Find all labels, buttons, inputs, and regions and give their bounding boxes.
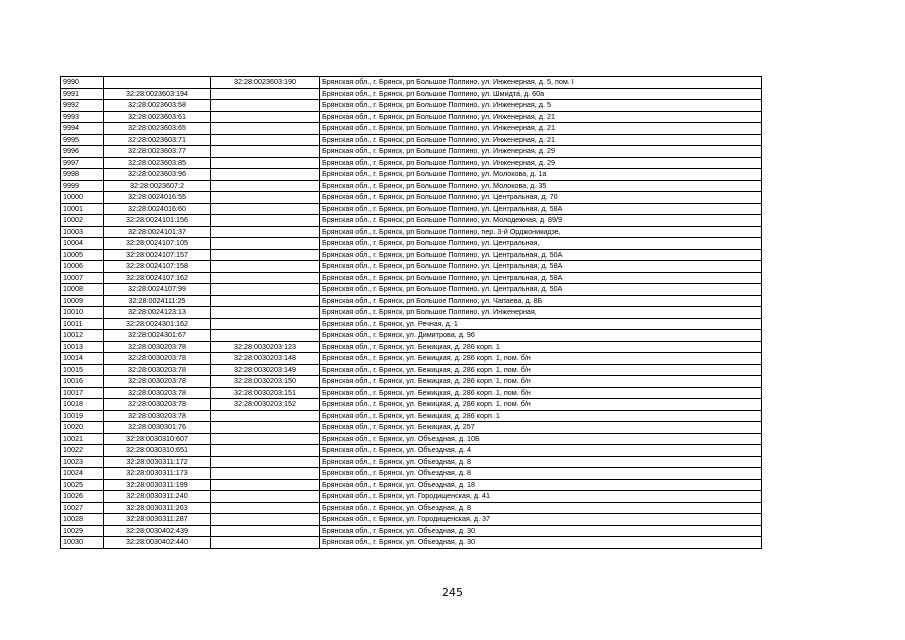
cadastral-number-cell: 32:28:0024107:158 (104, 261, 211, 273)
cadastral-number-cell: 32:28:0030311:172 (104, 456, 211, 468)
table-row (61, 261, 762, 273)
cadastral-number-cell: 32:28:0024123:13 (104, 307, 211, 319)
row-number-cell: 9995 (61, 134, 104, 146)
cadastral-number-cell: 32:28:0024107:105 (104, 238, 211, 250)
related-cadastral-number-cell: 32:28:0030203:148 (211, 353, 320, 365)
row-number-cell: 9997 (61, 157, 104, 169)
table-row (61, 410, 762, 422)
row-number-cell: 9992 (61, 100, 104, 112)
row-number-cell: 10007 (61, 272, 104, 284)
address-cell: Брянская обл., г. Брянск, ул. Объездная, д. 4 (320, 445, 762, 457)
table-row (61, 192, 762, 204)
row-number-cell: 10025 (61, 479, 104, 491)
table-row (61, 215, 762, 227)
related-cadastral-number-cell: 32:28:0023603:190 (211, 77, 320, 89)
table-row (61, 364, 762, 376)
related-cadastral-number-cell (211, 111, 320, 123)
related-cadastral-number-cell (211, 479, 320, 491)
address-cell: Брянская обл., г. Брянск, ул. Бежицкая, д. 286 корп. 1, пом. б/н (320, 353, 762, 365)
related-cadastral-number-cell (211, 502, 320, 514)
table-row (61, 537, 762, 549)
related-cadastral-number-cell (211, 525, 320, 537)
row-number-cell: 9999 (61, 180, 104, 192)
table-row (61, 341, 762, 353)
related-cadastral-number-cell (211, 456, 320, 468)
related-cadastral-number-cell (211, 433, 320, 445)
related-cadastral-number-cell (211, 445, 320, 457)
row-number-cell: 10008 (61, 284, 104, 296)
address-cell: Брянская обл., г. Брянск, ул. Объездная, д. 30 (320, 537, 762, 549)
table-row (61, 353, 762, 365)
table-row (61, 399, 762, 411)
row-number-cell: 10014 (61, 353, 104, 365)
table-row (61, 376, 762, 388)
table-row (61, 525, 762, 537)
address-cell: Брянская обл., г. Брянск, рп Большое Полпино, ул. Инженерная, д. 21 (320, 111, 762, 123)
table-row (61, 203, 762, 215)
row-number-cell: 9991 (61, 88, 104, 100)
cadastral-number-cell: 32:28:0030311:173 (104, 468, 211, 480)
address-cell: Брянская обл., г. Брянск, рп Большое Полпино, ул. Центральная, д. 70 (320, 192, 762, 204)
table-row (61, 123, 762, 135)
row-number-cell: 9998 (61, 169, 104, 181)
related-cadastral-number-cell (211, 284, 320, 296)
address-cell: Брянская обл., г. Брянск, рп Большое Полпино, ул. Молодежная, д. 89/9 (320, 215, 762, 227)
row-number-cell: 10028 (61, 514, 104, 526)
row-number-cell: 10026 (61, 491, 104, 503)
table-row (61, 433, 762, 445)
related-cadastral-number-cell (211, 192, 320, 204)
table-row (61, 468, 762, 480)
row-number-cell: 10010 (61, 307, 104, 319)
row-number-cell: 10017 (61, 387, 104, 399)
address-cell: Брянская обл., г. Брянск, рп Большое Полпино, ул. Инженерная, д. 5 (320, 100, 762, 112)
address-cell: Брянская обл., г. Брянск, рп Большое Полпино, ул. Молокова, д. 1а (320, 169, 762, 181)
address-cell: Брянская обл., г. Брянск, ул. Объездная, д. 8 (320, 456, 762, 468)
row-number-cell: 10015 (61, 364, 104, 376)
cadastral-number-cell: 32:28:0030310:607 (104, 433, 211, 445)
row-number-cell: 9993 (61, 111, 104, 123)
cadastral-number-cell: 32:28:0030311:199 (104, 479, 211, 491)
address-cell: Брянская обл., г. Брянск, ул. Димитрова, д. 96 (320, 330, 762, 342)
row-number-cell: 10013 (61, 341, 104, 353)
related-cadastral-number-cell (211, 238, 320, 250)
address-cell: Брянская обл., г. Брянск, рп Большое Полпино, ул. Чапаева, д. 8Б (320, 295, 762, 307)
address-cell: Брянская обл., г. Брянск, ул. Бежицкая, д. 257 (320, 422, 762, 434)
address-cell: Брянская обл., г. Брянск, ул. Объездная, д. 30 (320, 525, 762, 537)
property-table (60, 76, 762, 549)
row-number-cell: 10027 (61, 502, 104, 514)
cadastral-number-cell: 32:28:0024016:55 (104, 192, 211, 204)
related-cadastral-number-cell (211, 100, 320, 112)
related-cadastral-number-cell: 32:28:0030203:150 (211, 376, 320, 388)
cadastral-number-cell: 32:28:0030311:287 (104, 514, 211, 526)
address-cell: Брянская обл., г. Брянск, рп Большое Полпино, ул. Инженерная, д. 21 (320, 134, 762, 146)
address-cell: Брянская обл., г. Брянск, ул. Объездная, д. 8 (320, 468, 762, 480)
table-row (61, 88, 762, 100)
address-cell: Брянская обл., г. Брянск, рп Большое Полпино, ул. Центральная, д. 50А (320, 249, 762, 261)
related-cadastral-number-cell (211, 318, 320, 330)
cadastral-number-cell: 32:28:0023603:58 (104, 100, 211, 112)
table-row (61, 134, 762, 146)
table-row (61, 307, 762, 319)
address-cell: Брянская обл., г. Брянск, рп Большое Полпино, ул. Центральная, (320, 238, 762, 250)
related-cadastral-number-cell (211, 514, 320, 526)
address-cell: Брянская обл., г. Брянск, рп Большое Полпино, ул. Инженерная, (320, 307, 762, 319)
row-number-cell: 10004 (61, 238, 104, 250)
address-cell: Брянская обл., г. Брянск, ул. Бежицкая, д. 286 корп. 1, пом. б/н (320, 399, 762, 411)
cadastral-number-cell: 32:28:0024107:99 (104, 284, 211, 296)
related-cadastral-number-cell (211, 272, 320, 284)
related-cadastral-number-cell (211, 249, 320, 261)
address-cell: Брянская обл., г. Брянск, рп Большое Полпино, ул. Шмидта, д. 60а (320, 88, 762, 100)
cadastral-number-cell: 32:28:0030311:263 (104, 502, 211, 514)
cadastral-number-cell: 32:28:0023603:71 (104, 134, 211, 146)
cadastral-number-cell: 32:28:0030402:440 (104, 537, 211, 549)
cadastral-number-cell: 32:28:0024101:156 (104, 215, 211, 227)
address-cell: Брянская обл., г. Брянск, рп Большое Полпино, ул. Центральная, д. 58А (320, 203, 762, 215)
address-cell: Брянская обл., г. Брянск, рп Большое Полпино, ул. Инженерная, д. 5, пом. I (320, 77, 762, 89)
table-row (61, 284, 762, 296)
address-cell: Брянская обл., г. Брянск, рп Большое Полпино, ул. Центральная, д. 50А (320, 284, 762, 296)
address-cell: Брянская обл., г. Брянск, рп Большое Полпино, пер. 3-й Орджоникидзе, (320, 226, 762, 238)
cadastral-number-cell: 32:28:0024107:157 (104, 249, 211, 261)
address-cell: Брянская обл., г. Брянск, ул. Бежицкая, д. 286 корп. 1 (320, 410, 762, 422)
cadastral-number-cell: 32:28:0023603:77 (104, 146, 211, 158)
related-cadastral-number-cell (211, 295, 320, 307)
related-cadastral-number-cell (211, 410, 320, 422)
related-cadastral-number-cell (211, 134, 320, 146)
row-number-cell: 10022 (61, 445, 104, 457)
table-row (61, 387, 762, 399)
related-cadastral-number-cell (211, 491, 320, 503)
table-body (61, 77, 762, 549)
related-cadastral-number-cell (211, 123, 320, 135)
table-row (61, 100, 762, 112)
related-cadastral-number-cell (211, 215, 320, 227)
row-number-cell: 10009 (61, 295, 104, 307)
address-cell: Брянская обл., г. Брянск, ул. Объездная, д. 10Б (320, 433, 762, 445)
related-cadastral-number-cell: 32:28:0030203:152 (211, 399, 320, 411)
address-cell: Брянская обл., г. Брянск, рп Большое Полпино, ул. Инженерная, д. 29 (320, 157, 762, 169)
address-cell: Брянская обл., г. Брянск, рп Большое Полпино, ул. Молокова, д. 35 (320, 180, 762, 192)
row-number-cell: 10024 (61, 468, 104, 480)
address-cell: Брянская обл., г. Брянск, ул. Бежицкая, д. 286 корп. 1 (320, 341, 762, 353)
table-row (61, 456, 762, 468)
cadastral-number-cell: 32:28:0023603:61 (104, 111, 211, 123)
cadastral-number-cell: 32:28:0023603:65 (104, 123, 211, 135)
related-cadastral-number-cell: 32:28:0030203:123 (211, 341, 320, 353)
row-number-cell: 10012 (61, 330, 104, 342)
cadastral-number-cell: 32:28:0023603:85 (104, 157, 211, 169)
row-number-cell: 10018 (61, 399, 104, 411)
cadastral-number-cell: 32:28:0030203:78 (104, 364, 211, 376)
cadastral-number-cell: 32:28:0030203:78 (104, 399, 211, 411)
address-cell: Брянская обл., г. Брянск, ул. Бежицкая, д. 286 корп. 1, пом. б/н (320, 364, 762, 376)
related-cadastral-number-cell (211, 537, 320, 549)
cadastral-number-cell: 32:28:0024107:162 (104, 272, 211, 284)
row-number-cell: 10005 (61, 249, 104, 261)
cadastral-number-cell: 32:28:0030203:78 (104, 410, 211, 422)
table-row (61, 514, 762, 526)
related-cadastral-number-cell: 32:28:0030203:151 (211, 387, 320, 399)
page-number: 245 (442, 586, 463, 599)
table-row (61, 330, 762, 342)
related-cadastral-number-cell (211, 330, 320, 342)
address-cell: Брянская обл., г. Брянск, рп Большое Полпино, ул. Центральная, д. 58А (320, 261, 762, 273)
row-number-cell: 10029 (61, 525, 104, 537)
address-cell: Брянская обл., г. Брянск, ул. Городищенская, д. 37 (320, 514, 762, 526)
row-number-cell: 10021 (61, 433, 104, 445)
row-number-cell: 9996 (61, 146, 104, 158)
cadastral-number-cell: 32:28:0023607:2 (104, 180, 211, 192)
cadastral-number-cell: 32:28:0024301:67 (104, 330, 211, 342)
address-cell: Брянская обл., г. Брянск, ул. Речная, д. 1 (320, 318, 762, 330)
related-cadastral-number-cell (211, 157, 320, 169)
related-cadastral-number-cell (211, 146, 320, 158)
row-number-cell: 10000 (61, 192, 104, 204)
related-cadastral-number-cell (211, 203, 320, 215)
cadastral-number-cell: 32:28:0030203:78 (104, 341, 211, 353)
cadastral-number-cell: 32:28:0030402:439 (104, 525, 211, 537)
row-number-cell: 9994 (61, 123, 104, 135)
cadastral-number-cell: 32:28:0024016:60 (104, 203, 211, 215)
row-number-cell: 10006 (61, 261, 104, 273)
table-row (61, 111, 762, 123)
address-cell: Брянская обл., г. Брянск, ул. Бежицкая, д. 286 корп. 1, пом. б/н (320, 376, 762, 388)
row-number-cell: 10016 (61, 376, 104, 388)
table-row (61, 169, 762, 181)
address-cell: Брянская обл., г. Брянск, рп Большое Полпино, ул. Инженерная, д. 21 (320, 123, 762, 135)
related-cadastral-number-cell: 32:28:0030203:149 (211, 364, 320, 376)
row-number-cell: 10002 (61, 215, 104, 227)
table-row (61, 502, 762, 514)
cadastral-number-cell (104, 77, 211, 89)
table-row (61, 318, 762, 330)
related-cadastral-number-cell (211, 226, 320, 238)
address-cell: Брянская обл., г. Брянск, ул. Бежицкая, д. 286 корп. 1, пом. б/н (320, 387, 762, 399)
address-cell: Брянская обл., г. Брянск, ул. Объездная, д. 18 (320, 479, 762, 491)
cadastral-number-cell: 32:28:0023603:194 (104, 88, 211, 100)
related-cadastral-number-cell (211, 180, 320, 192)
related-cadastral-number-cell (211, 422, 320, 434)
cadastral-number-cell: 32:28:0030203:78 (104, 387, 211, 399)
table-row (61, 180, 762, 192)
cadastral-number-cell: 32:28:0024301:162 (104, 318, 211, 330)
table-row (61, 479, 762, 491)
row-number-cell: 9990 (61, 77, 104, 89)
cadastral-number-cell: 32:28:0030311:240 (104, 491, 211, 503)
row-number-cell: 10001 (61, 203, 104, 215)
table-row (61, 146, 762, 158)
table-row (61, 249, 762, 261)
cadastral-number-cell: 32:28:0030301:76 (104, 422, 211, 434)
table-row (61, 272, 762, 284)
table-row (61, 295, 762, 307)
cadastral-number-cell: 32:28:0030203:78 (104, 376, 211, 388)
cadastral-number-cell: 32:28:0030203:78 (104, 353, 211, 365)
row-number-cell: 10030 (61, 537, 104, 549)
row-number-cell: 10011 (61, 318, 104, 330)
table-row (61, 491, 762, 503)
row-number-cell: 10020 (61, 422, 104, 434)
row-number-cell: 10003 (61, 226, 104, 238)
table-row (61, 445, 762, 457)
related-cadastral-number-cell (211, 88, 320, 100)
related-cadastral-number-cell (211, 261, 320, 273)
row-number-cell: 10019 (61, 410, 104, 422)
related-cadastral-number-cell (211, 307, 320, 319)
row-number-cell: 10023 (61, 456, 104, 468)
table-row (61, 157, 762, 169)
cadastral-number-cell: 32:28:0024101:37 (104, 226, 211, 238)
cadastral-number-cell: 32:28:0024111:25 (104, 295, 211, 307)
address-cell: Брянская обл., г. Брянск, ул. Объездная, д. 8 (320, 502, 762, 514)
address-cell: Брянская обл., г. Брянск, рп Большое Полпино, ул. Центральная, д. 58А (320, 272, 762, 284)
table-row (61, 77, 762, 89)
related-cadastral-number-cell (211, 468, 320, 480)
table-row (61, 226, 762, 238)
address-cell: Брянская обл., г. Брянск, ул. Городищенская, д. 41 (320, 491, 762, 503)
table-row (61, 422, 762, 434)
address-cell: Брянская обл., г. Брянск, рп Большое Полпино, ул. Инженерная, д. 29 (320, 146, 762, 158)
cadastral-number-cell: 32:28:0023603:96 (104, 169, 211, 181)
cadastral-number-cell: 32:28:0030310:651 (104, 445, 211, 457)
table-row (61, 238, 762, 250)
related-cadastral-number-cell (211, 169, 320, 181)
